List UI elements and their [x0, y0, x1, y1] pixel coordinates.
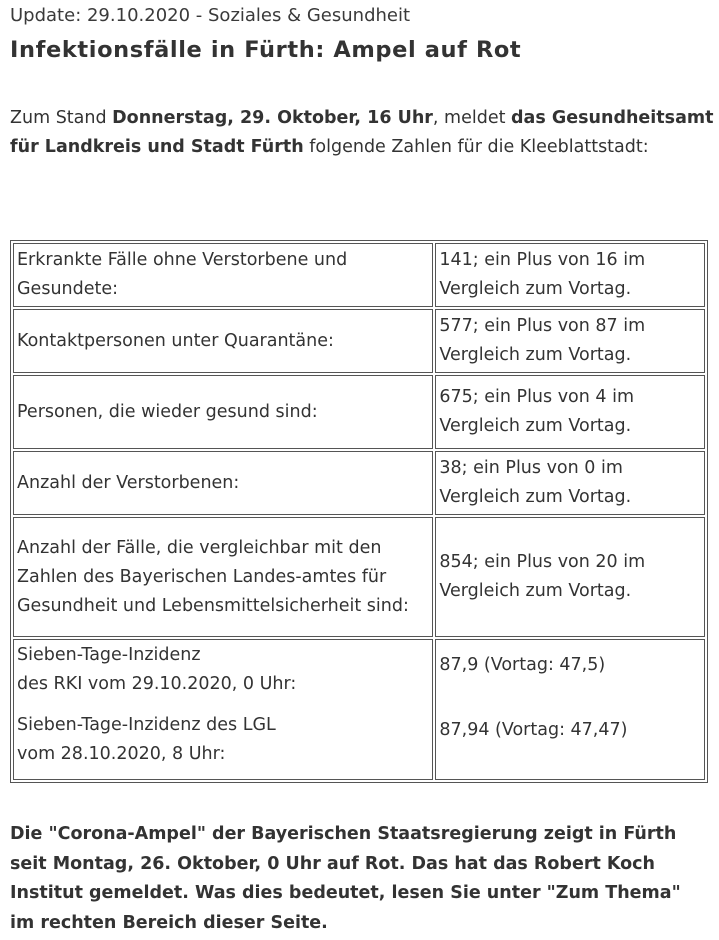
page-title: Infektionsfälle in Fürth: Ampel auf Rot: [10, 37, 522, 63]
row-value: 577; ein Plus von 87 im Vergleich zum Vortag.: [435, 309, 705, 373]
closing-paragraph: Die "Corona-Ampel" der Bayerischen Staatsregierung zeigt in Fürth seit Montag, 26. Oktober, 0 Uhr auf Rot. Das hat das Robert Koch Institut gemeldet. Was dies bedeutet, lesen Sie unter "Zum Thema" im rechten Bereich dieser Seite.: [10, 824, 681, 933]
lgl-incidence-value: 87,94 (Vortag: 47,47): [439, 720, 628, 740]
statistics-table: [10, 240, 708, 783]
row-label: Kontaktpersonen unter Quarantäne:: [13, 309, 433, 373]
table-row: [13, 243, 705, 307]
intro-date: Donnerstag, 29. Oktober, 16 Uhr: [112, 108, 433, 128]
row-label: Personen, die wieder gesund sind:: [13, 375, 433, 449]
intro-text-3: folgende Zahlen für die Kleeblattstadt:: [303, 137, 649, 157]
lgl-label-line-1: Sieben-Tage-Inzidenz des LGL: [17, 715, 276, 735]
row-label: Anzahl der Fälle, die vergleichbar mit den Zahlen des Bayerischen Landes-amtes für Gesundheit und Lebensmittelsicherheit sind:: [13, 517, 433, 637]
row-value: 675; ein Plus von 4 im Vergleich zum Vortag.: [435, 375, 705, 449]
lgl-label-line-2: vom 28.10.2020, 8 Uhr:: [17, 744, 226, 764]
row-value: 38; ein Plus von 0 im Vergleich zum Vortag.: [435, 451, 705, 515]
row-label: Anzahl der Verstorbenen:: [13, 451, 433, 515]
rki-label-line-2: des RKI vom 29.10.2020, 0 Uhr:: [17, 674, 297, 694]
table-row: [13, 517, 705, 637]
table-row: [13, 309, 705, 373]
incidence-labels: [13, 639, 433, 780]
rki-label-line-1: Sieben-Tage-Inzidenz: [17, 645, 201, 665]
update-separator: -: [190, 5, 208, 26]
update-line: [10, 5, 410, 27]
intro-paragraph: [10, 104, 715, 162]
row-value: 141; ein Plus von 16 im Vergleich zum Vortag.: [435, 243, 705, 307]
table-row: [13, 451, 705, 515]
incidence-row: [13, 639, 705, 780]
rki-incidence-value: 87,9 (Vortag: 47,5): [439, 655, 606, 675]
intro-authority: das Gesundheitsamt für Landkreis und Stadt Fürth: [10, 108, 714, 157]
update-category[interactable]: Soziales & Gesundheit: [208, 5, 411, 26]
row-label: Erkrankte Fälle ohne Verstorbene und Gesundete:: [13, 243, 433, 307]
intro-text-1: Zum Stand: [10, 108, 113, 128]
row-value: 854; ein Plus von 20 im Vergleich zum Vortag.: [435, 517, 705, 637]
intro-text-2: , meldet: [432, 108, 512, 128]
incidence-values: [435, 639, 705, 780]
update-date: 29.10.2020: [86, 5, 191, 26]
table-row: [13, 375, 705, 449]
update-prefix: Update:: [10, 5, 87, 26]
